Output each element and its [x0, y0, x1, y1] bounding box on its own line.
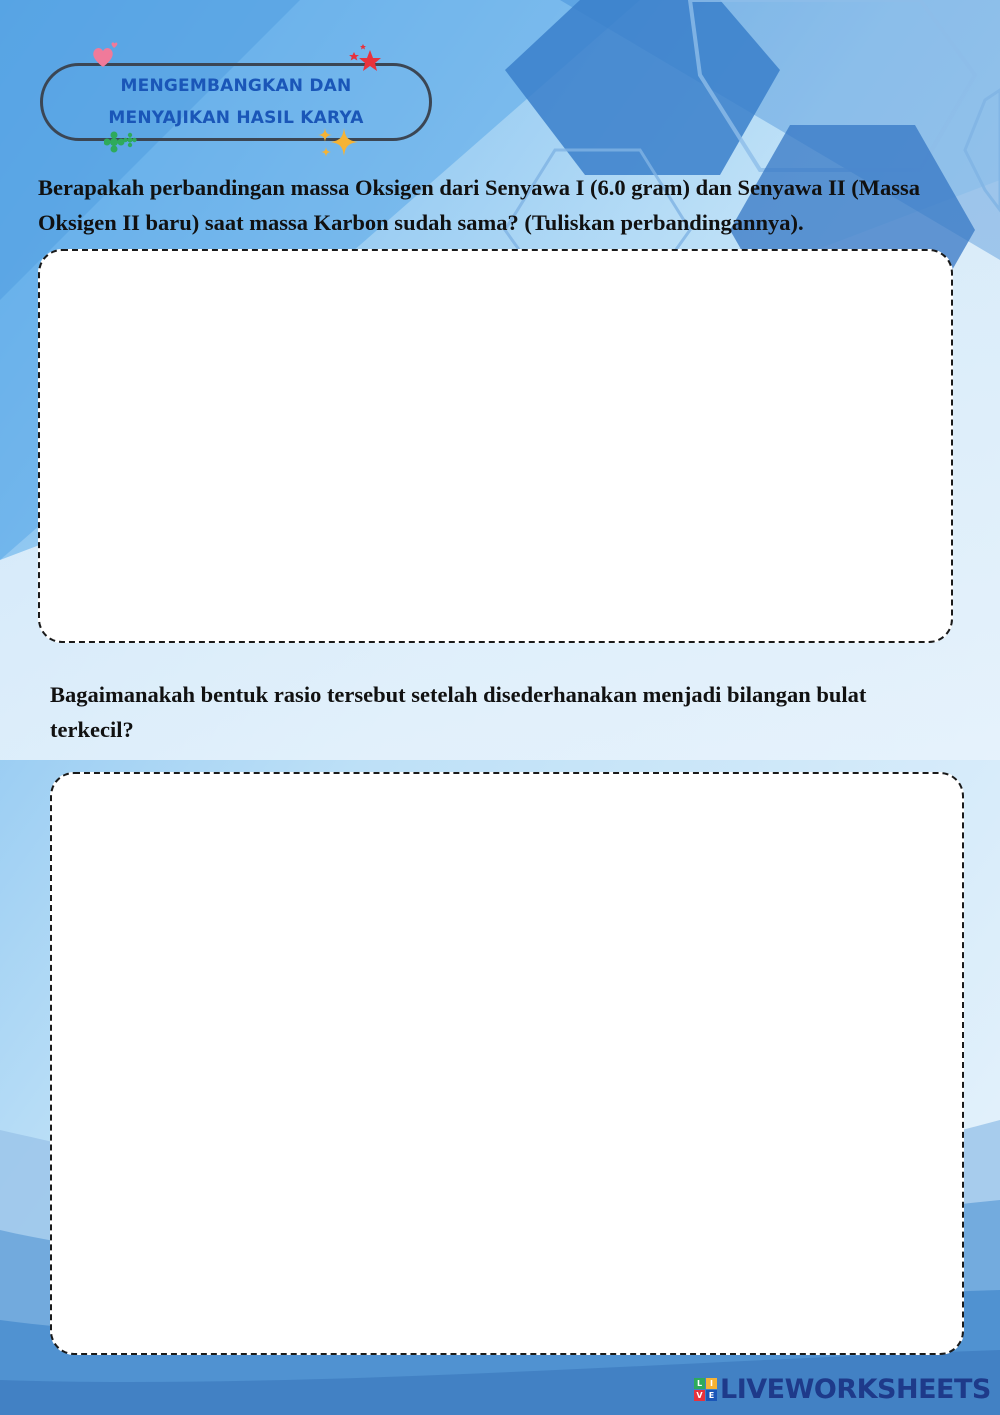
- logo-letter-e: E: [706, 1390, 717, 1401]
- question-2-text: Bagaimanakah bentuk rasio tersebut setelah disederhanakan menjadi bilangan bulat terkecil?: [50, 682, 867, 742]
- liveworksheets-brand[interactable]: [694, 1374, 991, 1405]
- liveworksheets-wordmark: LIVEWORKSHEETS: [720, 1374, 991, 1405]
- logo-letter-v: V: [694, 1390, 705, 1401]
- answer-input-1[interactable]: [40, 251, 951, 641]
- logo-letter-i: I: [706, 1378, 717, 1389]
- section-title-pill: [40, 63, 432, 141]
- flower-icon: [104, 131, 140, 153]
- sparkle-icon: [316, 126, 362, 160]
- answer-box-1[interactable]: [38, 249, 953, 643]
- star-icon: [346, 44, 382, 74]
- logo-letter-l: L: [694, 1378, 705, 1389]
- section-title-line-2: MENYAJIKAN HASIL KARYA: [108, 108, 364, 128]
- question-1-text: Berapakah perbandingan massa Oksigen dari Senyawa I (6.0 gram) dan Senyawa II (Massa Oksigen II baru) saat massa Karbon sudah sama? (Tuliskan perbandingannya).: [38, 175, 921, 235]
- answer-box-2[interactable]: [50, 772, 964, 1355]
- heart-icon: [90, 42, 122, 70]
- liveworksheets-logo-icon: [694, 1378, 717, 1401]
- section-title-line-1: MENGEMBANGKAN DAN: [120, 76, 352, 96]
- answer-input-2[interactable]: [52, 774, 962, 1353]
